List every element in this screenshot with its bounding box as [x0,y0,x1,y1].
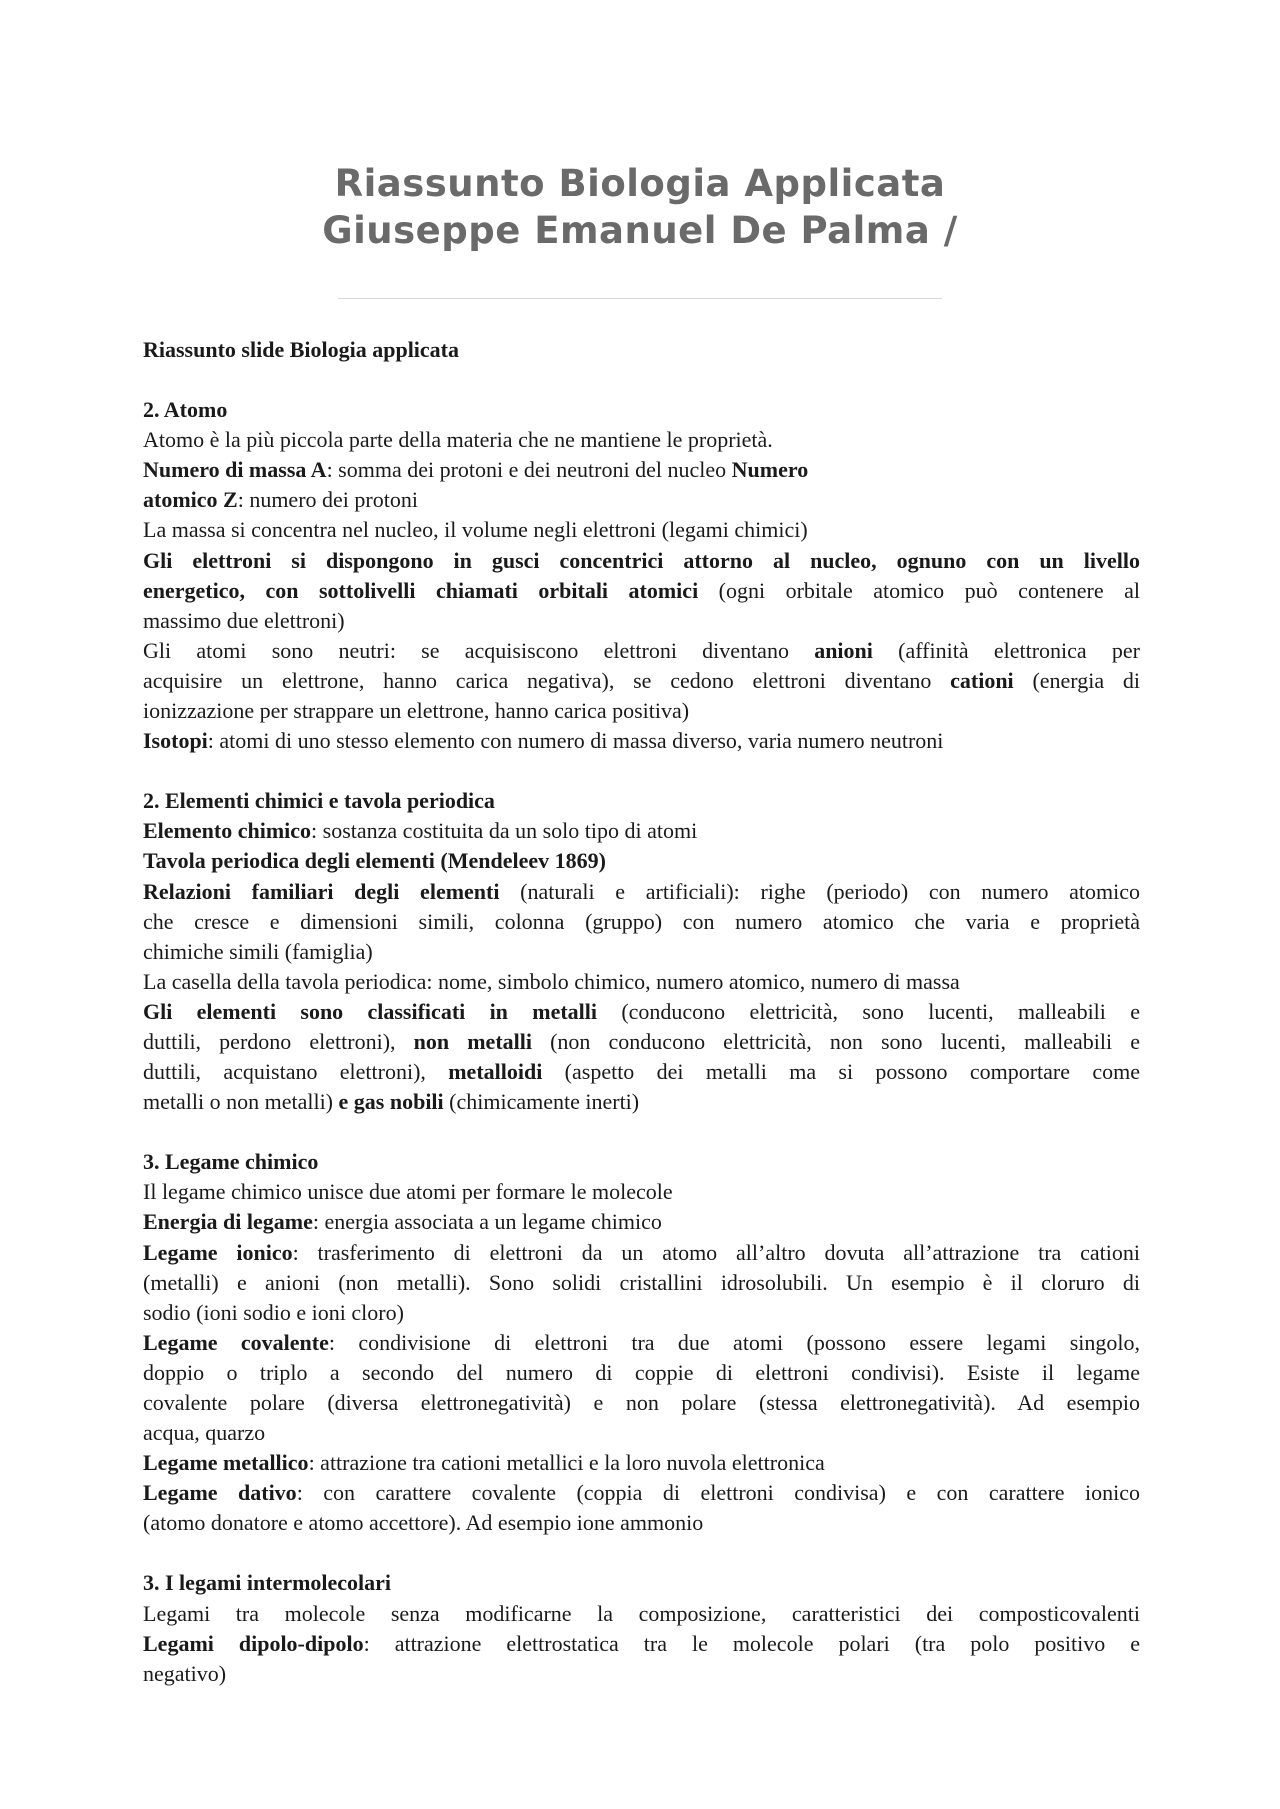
document-title [0,160,1280,254]
paragraph-line: Legame ionico: trasferimento di elettroni da un atomo all’altro dovuta all’attrazione tra cationi [143,1239,1140,1265]
paragraph-line: (atomo donatore e atomo accettore). Ad esempio ione ammonio [143,1510,704,1536]
paragraph-line: duttili, perdono elettroni), non metalli (non conducono elettricità, non sono lucenti, malleabili e [143,1028,1140,1054]
paragraph-line: Il legame chimico unisce due atomi per formare le molecole [143,1179,673,1205]
paragraph-line: Isotopi: atomi di uno stesso elemento con numero di massa diverso, varia numero neutroni [143,728,944,754]
paragraph-line: Elemento chimico: sostanza costituita da un solo tipo di atomi [143,818,698,844]
paragraph-line: Energia di legame: energia associata a un legame chimico [143,1209,662,1235]
paragraph-line: Legame dativo: con carattere covalente (coppia di elettroni condivisa) e con carattere ionico [143,1480,1141,1506]
paragraph-line: Legame covalente: condivisione di elettroni tra due atomi (possono essere legami singolo, [143,1329,1140,1355]
paragraph-line: chimiche simili (famiglia) [143,938,373,964]
paragraph-line: sodio (ioni sodio e ioni cloro) [143,1299,404,1325]
paragraph-line: Numero di massa A: somma dei protoni e dei neutroni del nucleo Numero [143,457,809,483]
section-heading-legami-intermolecolari: 3. I legami intermolecolari [143,1570,392,1596]
title-divider [338,298,942,299]
paragraph-line: La casella della tavola periodica: nome, simbolo chimico, numero atomico, numero di massa [143,968,960,994]
paragraph-line: energetico, con sottolivelli chiamati orbitali atomici (ogni orbitale atomico può contenere al [143,577,1141,603]
paragraph-line: Gli elettroni si dispongono in gusci concentrici attorno al nucleo, ognuno con un livello [143,547,1140,573]
paragraph-line: (metalli) e anioni (non metalli). Sono solidi cristallini idrosolubili. Un esempio è il cloruro di [143,1269,1140,1295]
paragraph-line: La massa si concentra nel nucleo, il volume negli elettroni (legami chimici) [143,517,808,543]
paragraph-line: Atomo è la più piccola parte della materia che ne mantiene le proprietà. [143,427,773,453]
document-body [143,335,1140,1689]
paragraph-line: Legame metallico: attrazione tra cationi metallici e la loro nuvola elettronica [143,1450,825,1476]
section-heading-legame-chimico: 3. Legame chimico [143,1149,319,1175]
paragraph-line: Tavola periodica degli elementi (Mendeleev 1869) [143,848,606,874]
paragraph-line: duttili, acquistano elettroni), metalloidi (aspetto dei metalli ma si possono comportare come [143,1059,1140,1085]
paragraph-line: acqua, quarzo [143,1420,266,1446]
paragraph-line: che cresce e dimensioni simili, colonna (gruppo) con numero atomico che varia e proprietà [143,908,1140,934]
title-line-1: Riassunto Biologia Applicata [334,162,946,205]
paragraph-line: Legami dipolo-dipolo: attrazione elettrostatica tra le molecole polari (tra polo positivo e [143,1630,1141,1656]
paragraph-line: negativo) [143,1660,227,1686]
paragraph-line: metalli o non metalli) e gas nobili (chimicamente inerti) [143,1089,640,1115]
paragraph-line: acquisire un elettrone, hanno carica negativa), se cedono elettroni diventano cationi (energia di [143,667,1140,693]
paragraph-line: Gli elementi sono classificati in metalli (conducono elettricità, sono lucenti, malleabili e [143,998,1140,1024]
paragraph-line: ionizzazione per strappare un elettrone, hanno carica positiva) [143,698,690,724]
paragraph-line: atomico Z: numero dei protoni [143,487,418,513]
paragraph-line: doppio o triplo a secondo del numero di coppie di elettroni condivisi). Esiste il legame [143,1359,1140,1385]
paragraph-line: Relazioni familiari degli elementi (naturali e artificiali): righe (periodo) con numero atomico [143,878,1140,904]
section-heading-atomo: 2. Atomo [143,397,228,423]
paragraph-line: covalente polare (diversa elettronegatività) e non polare (stessa elettronegatività). Ad esempio [143,1390,1140,1415]
paragraph-line: Legami tra molecole senza modificarne la composizione, caratteristici dei composticovalenti [143,1600,1140,1626]
paragraph-line: massimo due elettroni) [143,607,345,633]
paragraph-line: Gli atomi sono neutri: se acquisiscono elettroni diventano anioni (affinità elettronica per [143,637,1140,663]
section-heading-elementi: 2. Elementi chimici e tavola periodica [143,788,495,814]
document-subtitle: Riassunto slide Biologia applicata [143,337,460,362]
title-line-2: Giuseppe Emanuel De Palma / [322,209,958,252]
